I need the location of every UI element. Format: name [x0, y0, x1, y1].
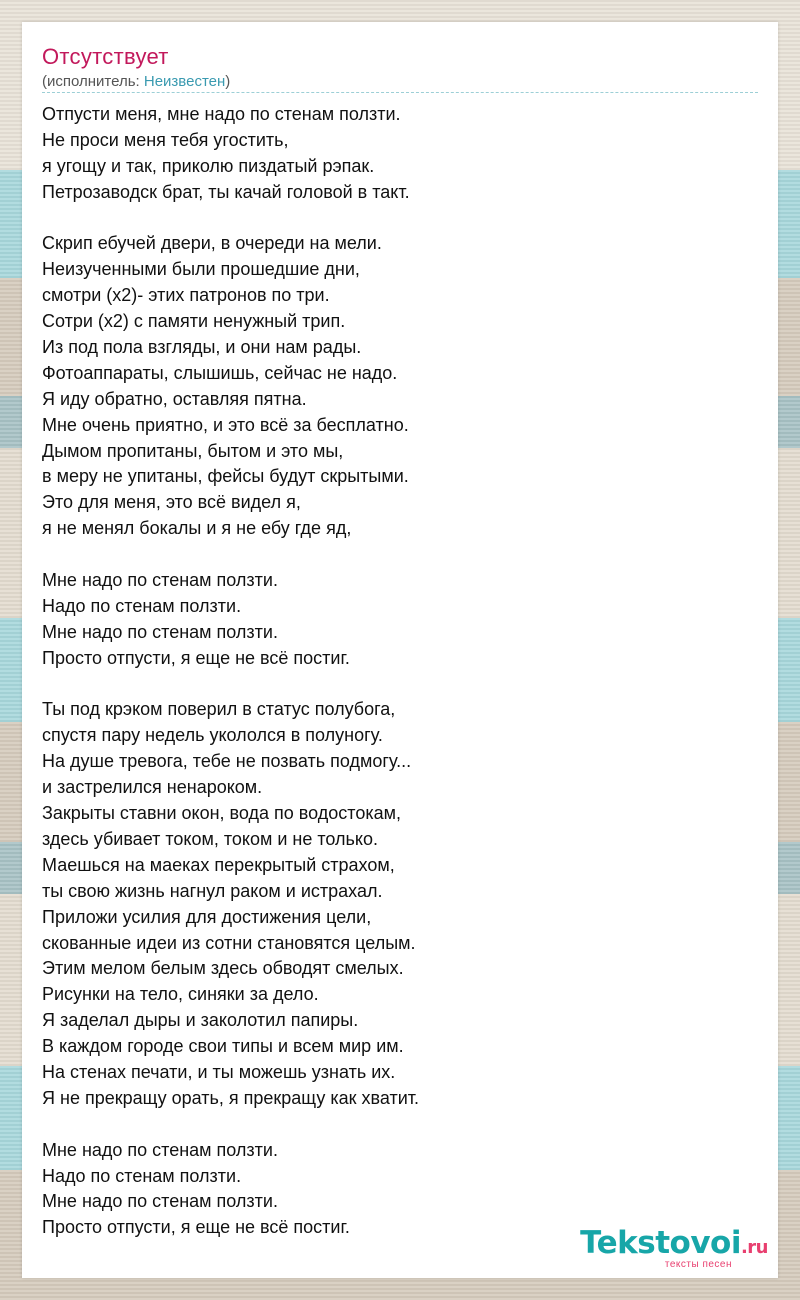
- lyrics-stanza: [42, 231, 742, 542]
- lyrics-line: На душе тревога, тебе не позвать подмогу...: [42, 751, 412, 772]
- lyrics-card: [22, 22, 778, 1278]
- logo-domain: .ru: [740, 1237, 768, 1258]
- header-divider: [42, 92, 758, 93]
- lyrics-line: Неизученными были прошедшие дни,: [42, 259, 360, 280]
- lyrics-line: здесь убивает током, током и не только.: [42, 828, 379, 849]
- lyrics-line: Просто отпусти, я еще не всё постиг.: [42, 1217, 350, 1238]
- lyrics-line: Приложи усилия для достижения цели,: [42, 906, 372, 927]
- lyrics-line: Маешься на маеках перекрытый страхом,: [42, 854, 395, 875]
- artist-suffix: ): [225, 73, 231, 90]
- lyrics-line: Фотоаппараты, слышишь, сейчас не надо.: [42, 362, 398, 383]
- lyrics-line: На стенах печати, и ты можешь узнать их.: [42, 1061, 396, 1082]
- lyrics-line: Просто отпусти, я еще не всё постиг.: [42, 647, 350, 668]
- lyrics-line: Отпусти меня, мне надо по стенам ползти.: [42, 104, 401, 124]
- lyrics-line: и застрелился ненароком.: [42, 777, 263, 798]
- lyrics-line: Дымом пропитаны, бытом и это мы,: [42, 440, 344, 461]
- lyrics-line: Этим мелом белым здесь обводят смелых.: [42, 958, 404, 979]
- lyrics-line: В каждом городе свои типы и всем мир им.: [42, 1036, 404, 1057]
- site-logo[interactable]: [580, 1226, 768, 1270]
- lyrics-line: Надо по стенам ползти.: [42, 595, 242, 616]
- lyrics-line: Я не прекращу орать, я прекращу как хватит.: [42, 1087, 419, 1108]
- logo-name: Tekstovoi: [580, 1225, 741, 1261]
- lyrics-line: Рисунки на тело, синяки за дело.: [42, 984, 319, 1005]
- lyrics-line: Мне надо по стенам ползти.: [42, 1191, 278, 1212]
- artist-link[interactable]: Неизвестен: [143, 73, 226, 90]
- lyrics-line: Скрип ебучей двери, в очереди на мели.: [42, 233, 382, 254]
- lyrics-line: Надо по стенам ползти.: [42, 1165, 242, 1186]
- song-title: Отсутствует: [42, 44, 169, 69]
- lyrics-line: Мне очень приятно, и это всё за бесплатно.: [42, 414, 409, 435]
- lyrics-line: Петрозаводск брат, ты качай головой в такт.: [42, 181, 410, 202]
- lyrics-line: Мне надо по стенам ползти.: [42, 570, 278, 591]
- lyrics-line: Я иду обратно, оставляя пятна.: [42, 388, 307, 409]
- artist-prefix: (исполнитель:: [42, 73, 144, 90]
- logo-tagline: тексты песен: [664, 1259, 732, 1270]
- lyrics-text: [42, 102, 742, 1267]
- lyrics-line: Мне надо по стенам ползти.: [42, 621, 278, 642]
- lyrics-line: спустя пару недель укололся в полуногу.: [42, 725, 383, 746]
- lyrics-line: я не менял бокалы и я не ебу где яд,: [42, 518, 352, 539]
- lyrics-line: Закрыты ставни окон, вода по водостокам,: [42, 803, 401, 824]
- lyrics-line: смотри (х2)- этих патронов по три.: [42, 285, 330, 306]
- artist-line: [42, 73, 230, 90]
- lyrics-line: Я заделал дыры и заколотил папиры.: [42, 1010, 359, 1031]
- lyrics-line: Сотри (х2) с памяти ненужный трип.: [42, 311, 346, 332]
- lyrics-stanza: [42, 568, 742, 672]
- lyrics-line: в меру не упитаны, фейсы будут скрытыми.: [42, 466, 409, 487]
- lyrics-line: Ты под крэком поверил в статус полубога,: [42, 699, 396, 720]
- lyrics-line: Мне надо по стенам ползти.: [42, 1139, 278, 1160]
- lyrics-stanza: [42, 697, 742, 1111]
- lyrics-line: я угощу и так, приколю пиздатый рэпак.: [42, 155, 375, 176]
- lyrics-line: Из под пола взгляды, и они нам рады.: [42, 337, 362, 358]
- lyrics-line: Не проси меня тебя угостить,: [42, 129, 289, 150]
- lyrics-line: Это для меня, это всё видел я,: [42, 492, 301, 513]
- lyrics-stanza: [42, 102, 742, 206]
- lyrics-line: скованные идеи из сотни становятся целым.: [42, 932, 416, 953]
- lyrics-line: ты свою жизнь нагнул раком и истрахал.: [42, 880, 383, 901]
